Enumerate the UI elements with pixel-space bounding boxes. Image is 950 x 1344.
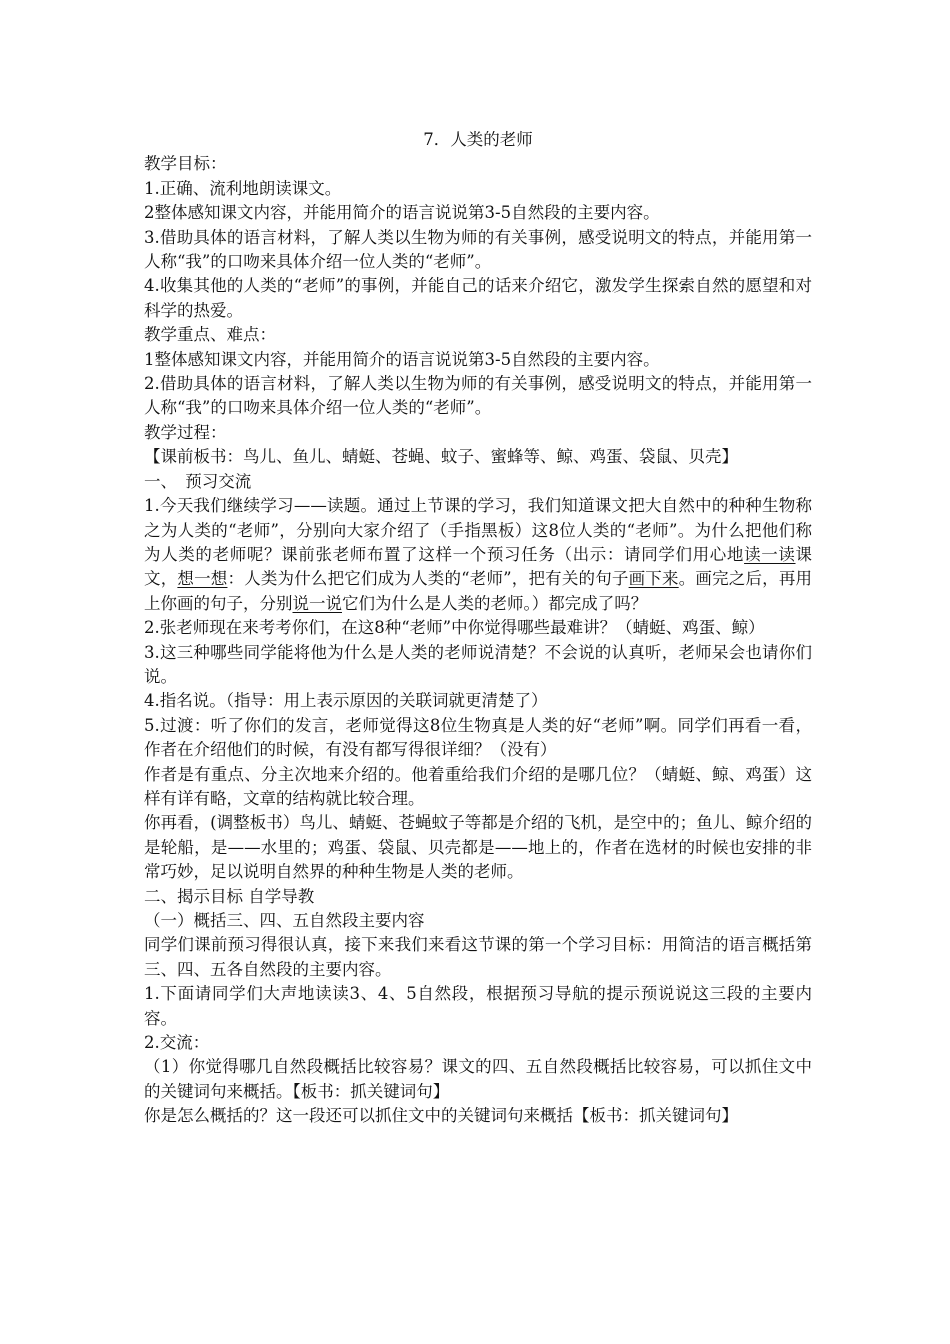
text-run: 。画完之后，再用上你画的句子，分别 (144, 569, 813, 613)
paragraph: 2.交流： (144, 1033, 210, 1053)
key-point-item: 1整体感知课文内容，并能用简介的语言说说第3-5自然段的主要内容。 (144, 349, 660, 369)
section-heading: 一、 预习交流 (144, 471, 252, 491)
paragraph: 1.下面请同学们大声地读读3、4、5自然段，根据预习导航的提示预说说这三段的主要内容。 (144, 984, 812, 1028)
subsection-heading: （一）概括三、四、五自然段主要内容 (144, 911, 425, 930)
text-run: ：人类为什么把它们成为人类的“老师”，把有关的句子 (227, 569, 629, 589)
process-heading: 教学过程： (144, 422, 227, 442)
text-run: 它们为什么是人类的老师。）都完成了吗？ (342, 593, 648, 613)
document-page (144, 128, 812, 1129)
paragraph: 3.这三种哪些同学能将他为什么是人类的老师说清楚？不会说的认真听，老师呆会也请你们说。 (144, 642, 812, 686)
underlined-text: 说一说 (292, 593, 342, 613)
key-points-heading: 教学重点、难点： (144, 325, 276, 345)
paragraph (144, 494, 812, 616)
paragraph: 2.张老师现在来考考你们，在这8种“老师”中你觉得哪些最难讲？（蜻蜓、鸡蛋、鲸） (144, 618, 765, 638)
goals-heading: 教学目标： (144, 154, 227, 174)
underlined-text: 读一读 (744, 544, 796, 564)
paragraph: 5.过渡：听了你们的发言，老师觉得这8位生物真是人类的好“老师”啊。同学们再看一看，作者在介绍他们的时候，有没有都写得很详细？（没有） (144, 715, 812, 760)
paragraph: 4.指名说。（指导：用上表示原因的关联词就更清楚了） (144, 691, 548, 711)
paragraph: （1）你觉得哪几自然段概括比较容易？课文的四、五自然段概括比较容易，可以抓住文中的关键词句来概括。【板书：抓关键词句】 (144, 1057, 812, 1101)
paragraph: 作者是有重点、分主次地来介绍的。他着重给我们介绍的是哪几位？（蜻蜓、鲸、鸡蛋）这样有详有略，文章的结构就比较合理。 (144, 764, 812, 808)
text-run: 1.今天我们继续学习——读题。通过上节课的学习，我们知道课文把大自然中的种种生物称之为人类的“老师”，分别向大家介绍了（手指黑板）这8位人类的“老师”。为什么把他们称为人类的老师呢？课前张老师布置了这样一个预习任务（出示：请同学们用心地 (144, 496, 812, 564)
paragraph: 你再看，(调整板书）鸟儿、蜻蜓、苍蝇蚊子等都是介绍的飞机，是空中的；鱼儿、鲸介绍的是轮船，是——水里的；鸡蛋、袋鼠、贝壳都是——地上的，作者在选材的时候也安排的非常巧妙，足以说明自然界的种种生物是人类的老师。 (144, 813, 812, 882)
section-heading: 二、揭示目标 自学导教 (144, 886, 315, 906)
goal-item: 1.正确、流利地朗读课文。 (144, 178, 342, 198)
goal-item: 2整体感知课文内容，并能用简介的语言说说第3-5自然段的主要内容。 (144, 203, 660, 223)
paragraph: 同学们课前预习得很认真，接下来我们来看这节课的第一个学习目标：用简洁的语言概括第三、四、五各自然段的主要内容。 (144, 935, 812, 979)
board-note: 【课前板书：鸟儿、鱼儿、蜻蜓、苍蝇、蚊子、蜜蜂等、鲸、鸡蛋、袋鼠、贝壳】 (144, 447, 738, 467)
key-point-item: 2.借助具体的语言材料，了解人类以生物为师的有关事例，感受说明文的特点，并能用第一人称“我”的口吻来具体介绍一位人类的“老师”。 (144, 374, 812, 418)
text-run: 课文， (144, 544, 813, 589)
underlined-text: 想一想 (177, 569, 228, 589)
underlined-text: 画下来 (628, 569, 679, 589)
goal-item: 4.收集其他的人类的“老师”的事例，并能自己的话来介绍它，激发学生探索自然的愿望和对科学的热爱。 (144, 276, 812, 320)
goal-item: 3.借助具体的语言材料，了解人类以生物为师的有关事例，感受说明文的特点，并能用第一人称“我”的口吻来具体介绍一位人类的“老师”。 (144, 227, 812, 272)
document-title: 7．人类的老师 (423, 130, 533, 149)
paragraph: 你是怎么概括的？这一段还可以抓住文中的关键词句来概括【板书：抓关键词句】 (144, 1106, 738, 1126)
